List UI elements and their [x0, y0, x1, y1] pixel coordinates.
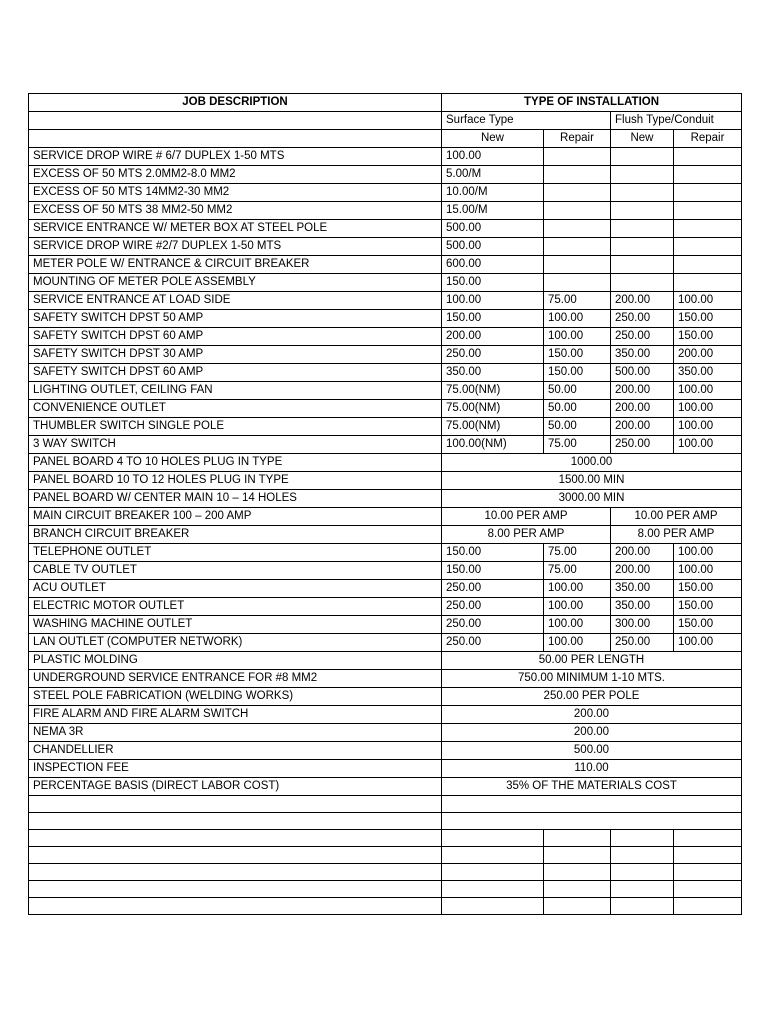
surface-new-cell: 250.00 — [442, 634, 544, 652]
surface-rate-cell: 10.00 PER AMP — [442, 508, 611, 526]
table-row — [29, 346, 742, 364]
table-row — [29, 274, 742, 292]
merged-rate-cell: 750.00 MINIMUM 1-10 MTS. — [442, 670, 742, 688]
surface-new-cell: 5.00/M — [442, 166, 544, 184]
flush-new-cell: 200.00 — [611, 292, 674, 310]
surface-repair-header: Repair — [544, 130, 611, 148]
job-description-cell: LIGHTING OUTLET, CEILING FAN — [29, 382, 442, 400]
flush-repair-cell — [674, 898, 742, 915]
surface-repair-cell — [544, 830, 611, 847]
surface-repair-cell: 100.00 — [544, 598, 611, 616]
surface-repair-cell: 75.00 — [544, 292, 611, 310]
table-row — [29, 508, 742, 526]
flush-new-cell — [611, 864, 674, 881]
surface-repair-cell: 100.00 — [544, 310, 611, 328]
job-description-cell: LAN OUTLET (COMPUTER NETWORK) — [29, 634, 442, 652]
table-row — [29, 813, 742, 830]
surface-repair-cell: 100.00 — [544, 634, 611, 652]
flush-repair-cell — [674, 256, 742, 274]
table-row — [29, 454, 742, 472]
table-row — [29, 864, 742, 881]
merged-rate-cell: 200.00 — [442, 706, 742, 724]
table-row — [29, 562, 742, 580]
job-description-cell: TELEPHONE OUTLET — [29, 544, 442, 562]
flush-repair-cell — [674, 220, 742, 238]
table-row — [29, 580, 742, 598]
table-row — [29, 847, 742, 864]
job-description-cell: PLASTIC MOLDING — [29, 652, 442, 670]
merged-rate-cell: 35% OF THE MATERIALS COST — [442, 778, 742, 796]
table-row — [29, 898, 742, 915]
table-row — [29, 400, 742, 418]
table-row — [29, 382, 742, 400]
table-row — [29, 310, 742, 328]
merged-rate-cell: 1000.00 — [442, 454, 742, 472]
table-row — [29, 202, 742, 220]
flush-repair-cell: 100.00 — [674, 292, 742, 310]
table-row — [29, 256, 742, 274]
job-description-cell: SERVICE ENTRANCE AT LOAD SIDE — [29, 292, 442, 310]
job-description-cell — [29, 881, 442, 898]
surface-repair-cell: 50.00 — [544, 418, 611, 436]
header-blank-cell — [29, 112, 442, 130]
surface-repair-cell: 100.00 — [544, 616, 611, 634]
surface-new-cell: 250.00 — [442, 616, 544, 634]
flush-new-cell: 250.00 — [611, 634, 674, 652]
surface-new-cell: 150.00 — [442, 310, 544, 328]
flush-repair-cell — [674, 202, 742, 220]
job-description-cell: PERCENTAGE BASIS (DIRECT LABOR COST) — [29, 778, 442, 796]
surface-new-cell: 100.00 — [442, 292, 544, 310]
flush-new-cell: 250.00 — [611, 436, 674, 454]
surface-repair-cell: 75.00 — [544, 436, 611, 454]
rate-table — [28, 93, 742, 915]
surface-new-cell — [442, 898, 544, 915]
flush-new-cell — [611, 148, 674, 166]
flush-new-cell: 250.00 — [611, 310, 674, 328]
surface-new-cell — [442, 864, 544, 881]
table-row — [29, 364, 742, 382]
surface-new-cell: 75.00(NM) — [442, 382, 544, 400]
header-row-2 — [29, 112, 742, 130]
job-description-cell: WASHING MACHINE OUTLET — [29, 616, 442, 634]
flush-rate-cell: 8.00 PER AMP — [611, 526, 742, 544]
job-description-cell: SAFETY SWITCH DPST 60 AMP — [29, 364, 442, 382]
surface-repair-cell: 75.00 — [544, 544, 611, 562]
job-description-cell: INSPECTION FEE — [29, 760, 442, 778]
surface-repair-cell — [544, 148, 611, 166]
job-description-cell: METER POLE W/ ENTRANCE & CIRCUIT BREAKER — [29, 256, 442, 274]
surface-repair-cell: 150.00 — [544, 364, 611, 382]
surface-new-header: New — [442, 130, 544, 148]
table-row — [29, 652, 742, 670]
flush-repair-cell: 200.00 — [674, 346, 742, 364]
table-row — [29, 436, 742, 454]
flush-rate-cell: 10.00 PER AMP — [611, 508, 742, 526]
job-description-cell: MAIN CIRCUIT BREAKER 100 – 200 AMP — [29, 508, 442, 526]
merged-rate-cell: 3000.00 MIN — [442, 490, 742, 508]
table-row — [29, 544, 742, 562]
surface-new-cell — [442, 847, 544, 864]
flush-repair-cell: 150.00 — [674, 598, 742, 616]
surface-repair-cell: 150.00 — [544, 346, 611, 364]
flush-repair-cell: 100.00 — [674, 634, 742, 652]
table-header — [29, 94, 742, 148]
flush-repair-cell: 100.00 — [674, 382, 742, 400]
surface-new-cell: 75.00(NM) — [442, 418, 544, 436]
merged-rate-cell: 50.00 PER LENGTH — [442, 652, 742, 670]
flush-repair-cell — [674, 238, 742, 256]
flush-new-cell — [611, 184, 674, 202]
surface-new-cell — [442, 830, 544, 847]
job-description-cell — [29, 796, 442, 813]
job-description-cell: NEMA 3R — [29, 724, 442, 742]
surface-repair-cell — [544, 202, 611, 220]
surface-new-cell: 250.00 — [442, 580, 544, 598]
job-description-cell: PANEL BOARD 4 TO 10 HOLES PLUG IN TYPE — [29, 454, 442, 472]
header-blank-cell — [29, 130, 442, 148]
flush-new-cell — [611, 830, 674, 847]
job-description-cell: EXCESS OF 50 MTS 38 MM2-50 MM2 — [29, 202, 442, 220]
flush-repair-cell — [674, 864, 742, 881]
surface-repair-cell — [544, 864, 611, 881]
job-description-cell — [29, 898, 442, 915]
flush-new-cell: 350.00 — [611, 580, 674, 598]
job-description-cell: SAFETY SWITCH DPST 30 AMP — [29, 346, 442, 364]
header-row-1 — [29, 94, 742, 112]
surface-new-cell: 15.00/M — [442, 202, 544, 220]
table-row — [29, 881, 742, 898]
surface-repair-cell: 100.00 — [544, 328, 611, 346]
table-row — [29, 760, 742, 778]
flush-repair-cell — [674, 847, 742, 864]
table-row — [29, 328, 742, 346]
job-description-cell: ACU OUTLET — [29, 580, 442, 598]
flush-repair-cell: 100.00 — [674, 400, 742, 418]
surface-new-cell: 500.00 — [442, 220, 544, 238]
merged-rate-cell: 200.00 — [442, 724, 742, 742]
merged-rate-cell: 250.00 PER POLE — [442, 688, 742, 706]
surface-new-cell: 250.00 — [442, 598, 544, 616]
flush-new-cell — [611, 274, 674, 292]
flush-repair-cell: 100.00 — [674, 436, 742, 454]
job-description-cell — [29, 813, 442, 830]
job-description-cell: MOUNTING OF METER POLE ASSEMBLY — [29, 274, 442, 292]
surface-new-cell: 100.00 — [442, 148, 544, 166]
flush-new-cell — [611, 256, 674, 274]
table-row — [29, 670, 742, 688]
job-description-cell: PANEL BOARD 10 TO 12 HOLES PLUG IN TYPE — [29, 472, 442, 490]
job-description-cell: SERVICE DROP WIRE # 6/7 DUPLEX 1-50 MTS — [29, 148, 442, 166]
flush-new-cell: 200.00 — [611, 418, 674, 436]
flush-new-cell: 200.00 — [611, 544, 674, 562]
header-row-3 — [29, 130, 742, 148]
flush-new-cell: 350.00 — [611, 346, 674, 364]
surface-new-cell — [442, 881, 544, 898]
job-description-cell: CABLE TV OUTLET — [29, 562, 442, 580]
table-body — [29, 148, 742, 915]
type-of-installation-header: TYPE OF INSTALLATION — [442, 94, 742, 112]
job-description-cell: ELECTRIC MOTOR OUTLET — [29, 598, 442, 616]
surface-repair-cell — [544, 220, 611, 238]
flush-repair-cell — [674, 881, 742, 898]
flush-new-cell: 200.00 — [611, 400, 674, 418]
flush-repair-cell: 150.00 — [674, 616, 742, 634]
surface-new-cell: 150.00 — [442, 544, 544, 562]
surface-repair-cell — [544, 256, 611, 274]
merged-rate-cell — [442, 796, 742, 813]
table-row — [29, 148, 742, 166]
table-row — [29, 830, 742, 847]
table-row — [29, 742, 742, 760]
surface-new-cell: 200.00 — [442, 328, 544, 346]
flush-new-cell — [611, 847, 674, 864]
table-row — [29, 526, 742, 544]
job-description-header: JOB DESCRIPTION — [29, 94, 442, 112]
flush-repair-cell — [674, 148, 742, 166]
job-description-cell: THUMBLER SWITCH SINGLE POLE — [29, 418, 442, 436]
flush-repair-cell: 150.00 — [674, 580, 742, 598]
table-row — [29, 184, 742, 202]
surface-repair-cell — [544, 274, 611, 292]
flush-new-cell — [611, 881, 674, 898]
flush-new-cell — [611, 220, 674, 238]
job-description-cell — [29, 864, 442, 881]
surface-new-cell: 150.00 — [442, 274, 544, 292]
flush-repair-cell: 350.00 — [674, 364, 742, 382]
merged-rate-cell: 500.00 — [442, 742, 742, 760]
surface-repair-cell — [544, 881, 611, 898]
flush-repair-cell — [674, 166, 742, 184]
job-description-cell — [29, 830, 442, 847]
job-description-cell: EXCESS OF 50 MTS 2.0MM2-8.0 MM2 — [29, 166, 442, 184]
merged-rate-cell: 110.00 — [442, 760, 742, 778]
table-row — [29, 238, 742, 256]
table-row — [29, 166, 742, 184]
job-description-cell: CHANDELLIER — [29, 742, 442, 760]
flush-repair-cell: 150.00 — [674, 310, 742, 328]
flush-new-cell: 300.00 — [611, 616, 674, 634]
flush-new-cell: 500.00 — [611, 364, 674, 382]
flush-repair-cell: 100.00 — [674, 562, 742, 580]
job-description-cell: SAFETY SWITCH DPST 50 AMP — [29, 310, 442, 328]
flush-repair-cell — [674, 830, 742, 847]
flush-new-cell — [611, 166, 674, 184]
job-description-cell: CONVENIENCE OUTLET — [29, 400, 442, 418]
surface-repair-cell: 100.00 — [544, 580, 611, 598]
surface-new-cell: 100.00(NM) — [442, 436, 544, 454]
flush-type-header: Flush Type/Conduit — [611, 112, 742, 130]
merged-rate-cell — [442, 813, 742, 830]
job-description-cell — [29, 847, 442, 864]
flush-repair-cell — [674, 274, 742, 292]
flush-new-cell — [611, 898, 674, 915]
table-row — [29, 688, 742, 706]
job-description-cell: EXCESS OF 50 MTS 14MM2-30 MM2 — [29, 184, 442, 202]
surface-repair-cell — [544, 238, 611, 256]
surface-repair-cell — [544, 166, 611, 184]
flush-new-cell — [611, 238, 674, 256]
table-row — [29, 220, 742, 238]
table-row — [29, 490, 742, 508]
surface-new-cell: 600.00 — [442, 256, 544, 274]
surface-new-cell: 250.00 — [442, 346, 544, 364]
flush-new-cell — [611, 202, 674, 220]
flush-new-cell: 250.00 — [611, 328, 674, 346]
table-row — [29, 724, 742, 742]
surface-new-cell: 500.00 — [442, 238, 544, 256]
surface-rate-cell: 8.00 PER AMP — [442, 526, 611, 544]
surface-repair-cell: 50.00 — [544, 382, 611, 400]
surface-new-cell: 10.00/M — [442, 184, 544, 202]
job-description-cell: SAFETY SWITCH DPST 60 AMP — [29, 328, 442, 346]
job-description-cell: 3 WAY SWITCH — [29, 436, 442, 454]
flush-new-header: New — [611, 130, 674, 148]
surface-repair-cell: 50.00 — [544, 400, 611, 418]
flush-repair-cell: 100.00 — [674, 418, 742, 436]
table-row — [29, 616, 742, 634]
surface-repair-cell — [544, 184, 611, 202]
surface-type-header: Surface Type — [442, 112, 611, 130]
flush-repair-cell — [674, 184, 742, 202]
table-row — [29, 634, 742, 652]
table-row — [29, 418, 742, 436]
job-description-cell: SERVICE ENTRANCE W/ METER BOX AT STEEL POLE — [29, 220, 442, 238]
job-description-cell: SERVICE DROP WIRE #2/7 DUPLEX 1-50 MTS — [29, 238, 442, 256]
surface-repair-cell: 75.00 — [544, 562, 611, 580]
job-description-cell: BRANCH CIRCUIT BREAKER — [29, 526, 442, 544]
job-description-cell: PANEL BOARD W/ CENTER MAIN 10 – 14 HOLES — [29, 490, 442, 508]
flush-repair-cell: 100.00 — [674, 544, 742, 562]
surface-repair-cell — [544, 847, 611, 864]
surface-repair-cell — [544, 898, 611, 915]
flush-repair-cell: 150.00 — [674, 328, 742, 346]
surface-new-cell: 75.00(NM) — [442, 400, 544, 418]
table-row — [29, 796, 742, 813]
surface-new-cell: 150.00 — [442, 562, 544, 580]
flush-new-cell: 200.00 — [611, 382, 674, 400]
table-row — [29, 706, 742, 724]
table-row — [29, 778, 742, 796]
flush-new-cell: 200.00 — [611, 562, 674, 580]
job-description-cell: UNDERGROUND SERVICE ENTRANCE FOR #8 MM2 — [29, 670, 442, 688]
table-row — [29, 292, 742, 310]
job-description-cell: FIRE ALARM AND FIRE ALARM SWITCH — [29, 706, 442, 724]
merged-rate-cell: 1500.00 MIN — [442, 472, 742, 490]
flush-new-cell: 350.00 — [611, 598, 674, 616]
flush-repair-header: Repair — [674, 130, 742, 148]
table-row — [29, 472, 742, 490]
job-description-cell: STEEL POLE FABRICATION (WELDING WORKS) — [29, 688, 442, 706]
table-row — [29, 598, 742, 616]
surface-new-cell: 350.00 — [442, 364, 544, 382]
